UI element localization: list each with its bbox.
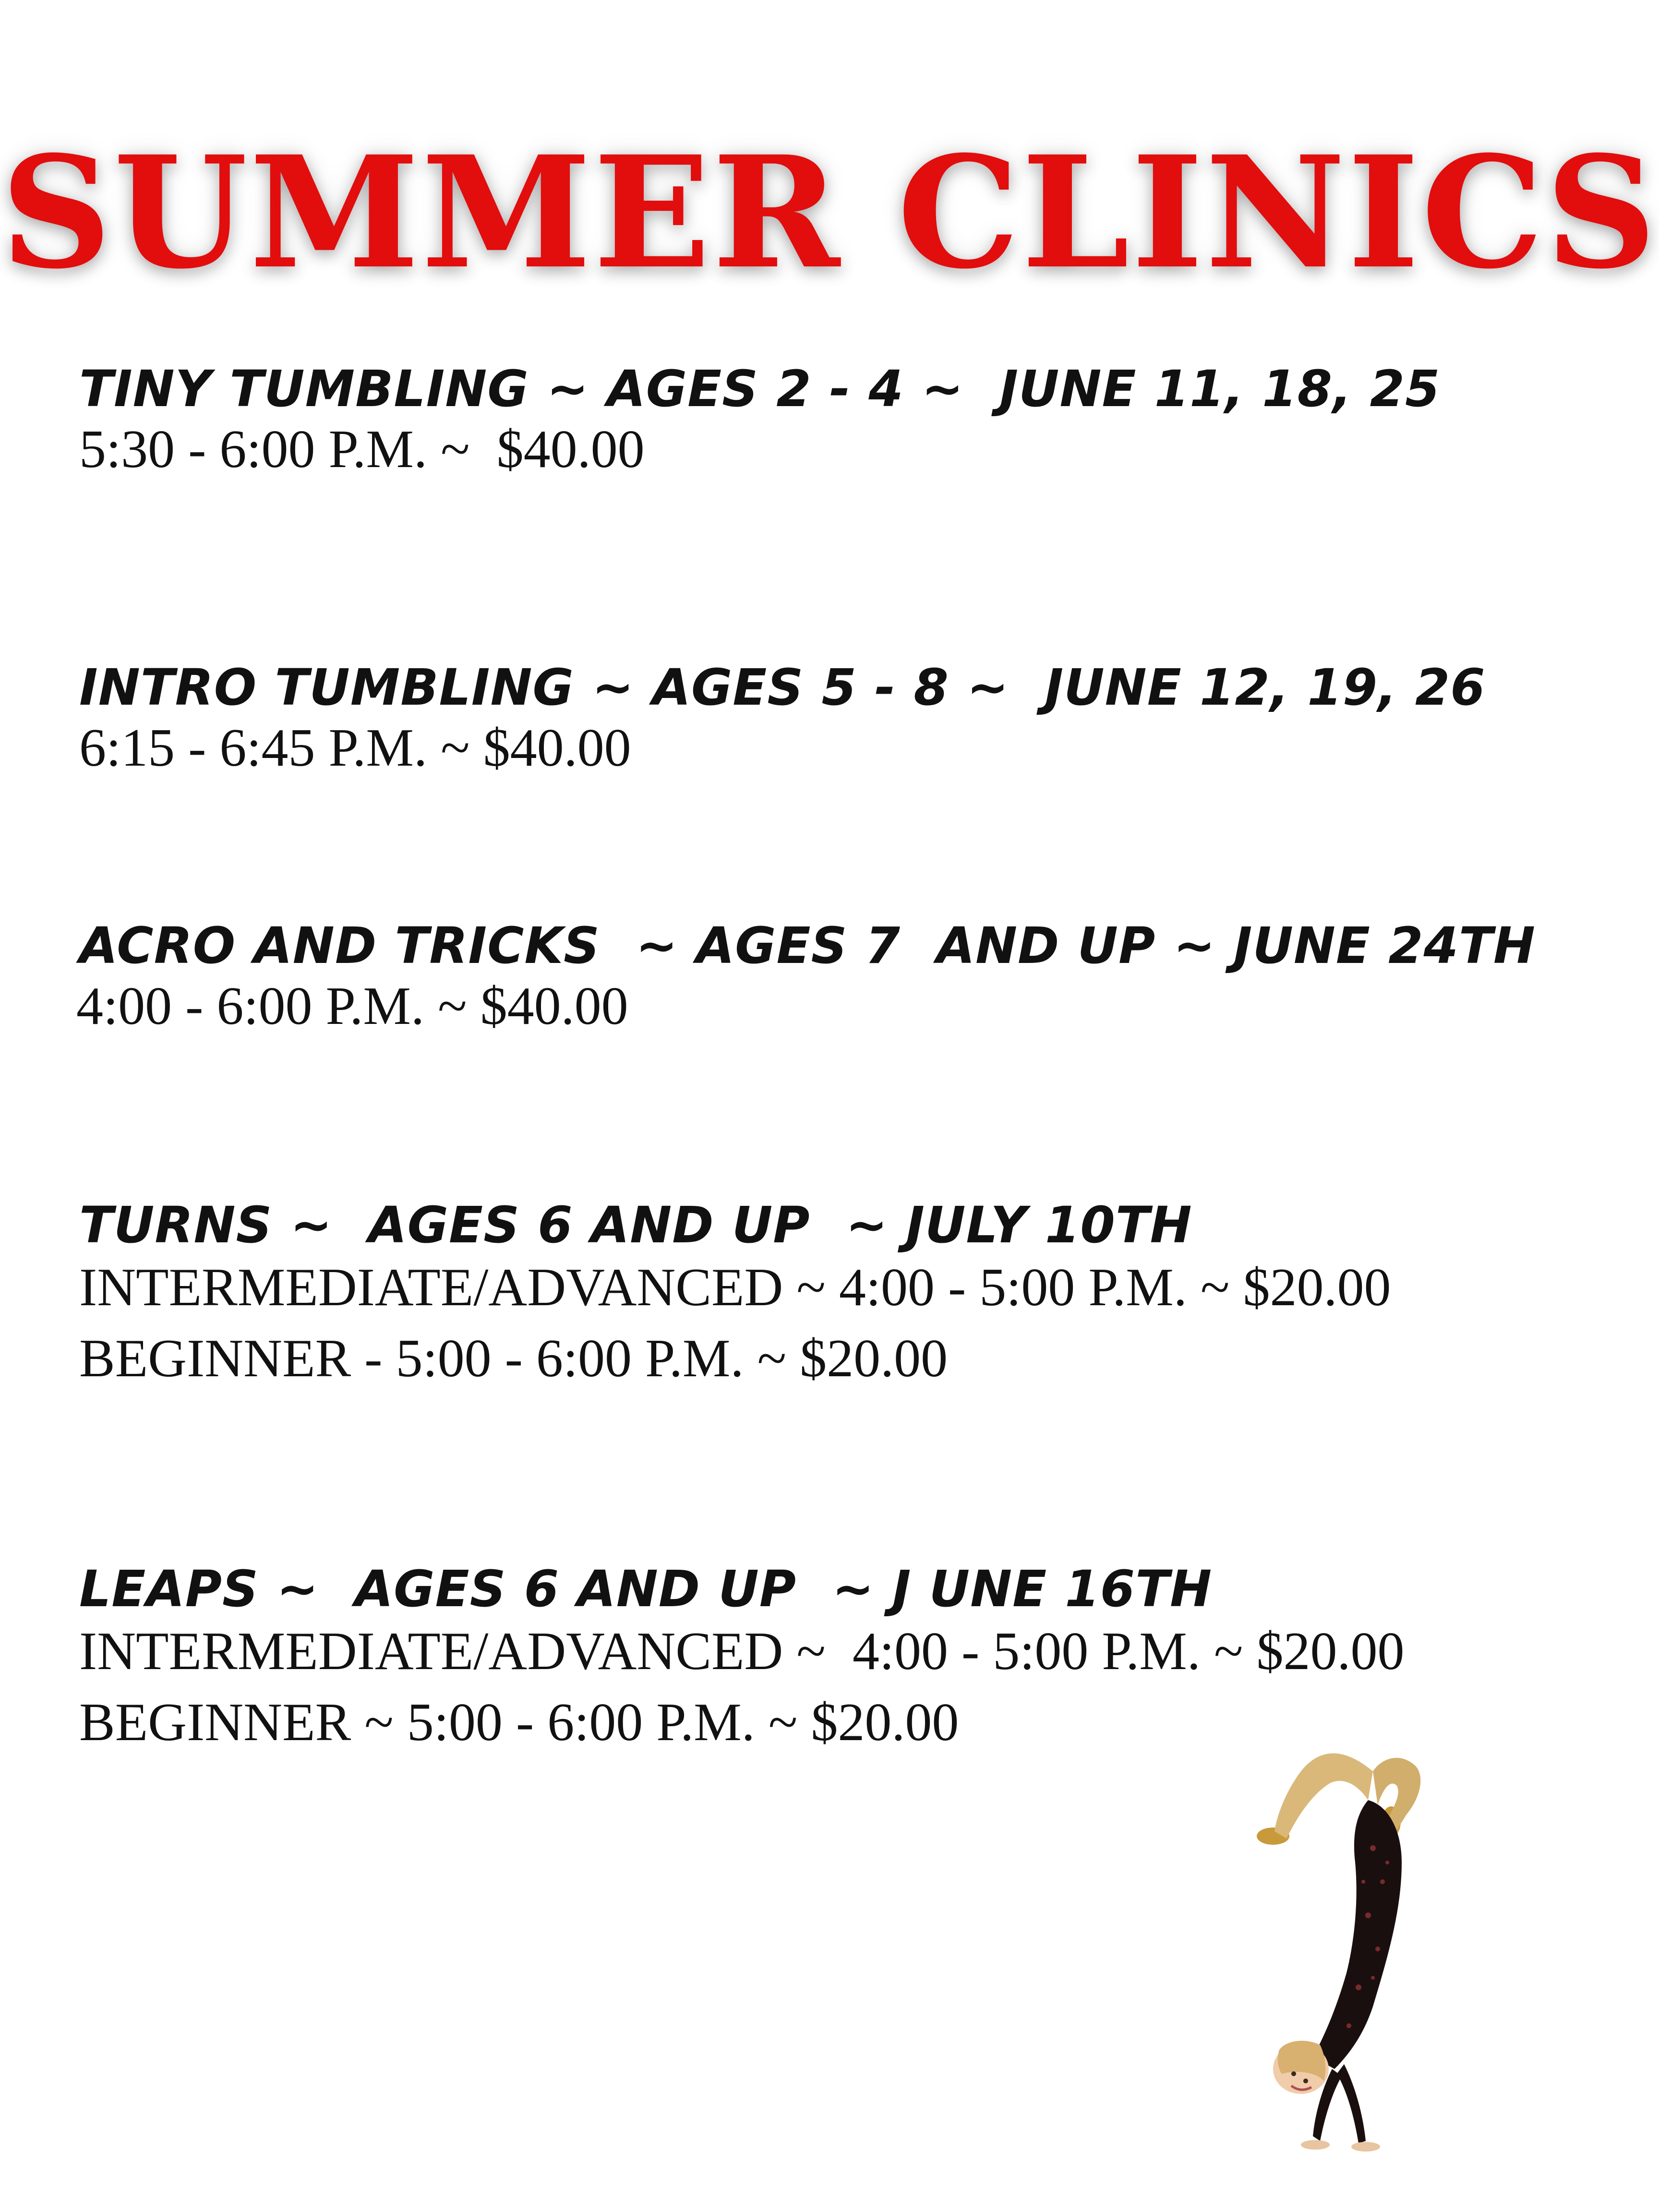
clinic-tiny-tumbling	[79, 360, 1441, 479]
gymnast-handstand-photo	[1229, 1738, 1479, 2208]
clinic-acro-and-tricks	[76, 916, 1536, 1036]
clinic-turns	[79, 1196, 1391, 1388]
gymnast-hand	[1301, 2140, 1330, 2150]
clinic-detail-advanced: INTERMEDIATE/ADVANCED ~ 4:00 - 5:00 P.M. ~ $20.00	[79, 1622, 1405, 1681]
clinic-heading: TINY TUMBLING ~ AGES 2 - 4 ~ JUNE 11, 18, 25	[79, 360, 1441, 418]
clinic-detail: 5:30 - 6:00 P.M. ~ $40.00	[79, 420, 645, 479]
clinic-detail: 4:00 - 6:00 P.M. ~ $40.00	[76, 976, 628, 1036]
gymnast-leotard	[1313, 1800, 1402, 2069]
gymnast-arm	[1337, 2064, 1366, 2143]
clinic-intro-tumbling	[79, 658, 1486, 778]
page-title: SUMMER CLINICS	[0, 123, 1659, 303]
clinic-detail-beginner: BEGINNER - 5:00 - 6:00 P.M. ~ $20.00	[79, 1329, 948, 1388]
clinic-detail-advanced: INTERMEDIATE/ADVANCED ~ 4:00 - 5:00 P.M. ~ $20.00	[79, 1258, 1391, 1317]
clinic-heading: INTRO TUMBLING ~ AGES 5 - 8 ~ JUNE 12, 19, 26	[79, 658, 1486, 717]
clinic-heading: LEAPS ~ AGES 6 AND UP ~ J UNE 16TH	[79, 1560, 1213, 1618]
clinic-leaps	[79, 1560, 1405, 1752]
clinic-detail: 6:15 - 6:45 P.M. ~ $40.00	[79, 718, 631, 778]
gymnast-hand	[1351, 2142, 1380, 2152]
clinic-heading: ACRO AND TRICKS ~ AGES 7 AND UP ~ JUNE 24TH	[79, 916, 1536, 975]
clinic-heading: TURNS ~ AGES 6 AND UP ~ JULY 10TH	[79, 1196, 1192, 1254]
clinic-detail-beginner: BEGINNER ~ 5:00 - 6:00 P.M. ~ $20.00	[79, 1693, 959, 1752]
